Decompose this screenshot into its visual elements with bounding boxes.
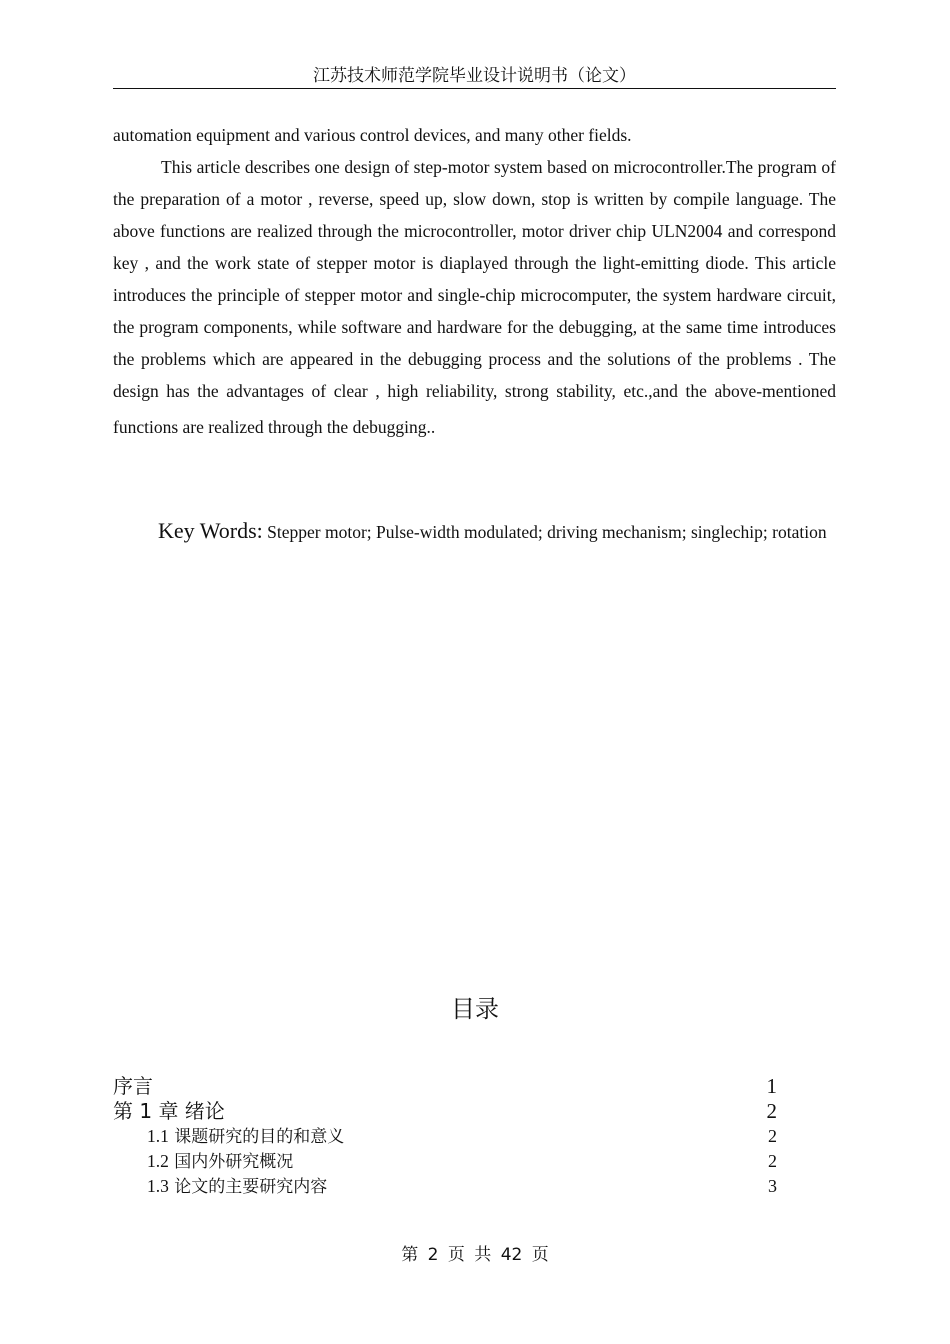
toc-entry-page: 2 [768, 1126, 777, 1146]
keywords [113, 514, 836, 549]
toc-entry-label [147, 1149, 293, 1175]
abstract-paragraph-text: This article describes one design of step-motor system based on microcontroller.The program of the preparation of a motor , reverse, speed up, slow down, stop is written by compile language. The above functions are realized through the microcontroller, motor driver chip ULN2004 and correspond key , and the work state of stepper motor is diaplayed through the light-emitting diode. This article introduces the principle of stepper motor and single-chip microcomputer, the system hardware circuit, the program components, while software and hardware for the debugging, at the same time introduces the problems which are appeared in the debugging process and the solutions of the problems . The design has the advantages of clear , high reliability, strong stability, etc.,and the above-mentioned functions [113, 157, 836, 437]
toc-title: 目录 [451, 995, 499, 1023]
toc-entry-1-2[interactable] [113, 1149, 777, 1174]
page-footer-number: 第 2 页 共 42 页 [401, 1245, 549, 1265]
toc-entry-page: 2 [766, 1099, 777, 1123]
toc-entry-page: 2 [768, 1151, 777, 1171]
toc-entry-label: 序言 [113, 1074, 153, 1098]
toc-entry-number: 1.1 [147, 1126, 169, 1146]
toc-entry-number: 1.2 [147, 1151, 169, 1171]
keywords-text: Stepper motor; Pulse-width modulated; driving mechanism; singlechip; rotation [267, 522, 827, 542]
toc-entry-text: 国内外研究概况 [174, 1152, 294, 1172]
page-header-title: 江苏技术师范学院毕业设计说明书（论文） [313, 66, 636, 86]
toc-entry-label [147, 1124, 344, 1150]
toc-entry-page: 3 [768, 1176, 777, 1196]
toc-entry-text: 课题研究的目的和意义 [174, 1127, 345, 1147]
toc-entry-label: 第 1 章 绪论 [113, 1099, 225, 1123]
toc-entry-text: 论文的主要研究内容 [174, 1177, 328, 1197]
toc-entry-1-1[interactable] [113, 1124, 777, 1149]
toc-entry-number: 1.3 [147, 1176, 169, 1196]
toc-entry-label [147, 1174, 327, 1200]
abstract-continuation: automation equipment and various control devices, and many other fields. [113, 125, 632, 145]
toc-entry-chapter-1[interactable] [113, 1099, 777, 1124]
toc-entry-page: 1 [766, 1074, 777, 1098]
toc-entry-1-3[interactable] [113, 1174, 777, 1199]
toc-entry-preface[interactable] [113, 1074, 777, 1099]
keywords-label: Key Words: [158, 518, 263, 543]
abstract-paragraph-last-line: are realized through the debugging.. [182, 417, 436, 437]
header-divider [113, 88, 836, 89]
abstract-paragraph [113, 151, 836, 447]
